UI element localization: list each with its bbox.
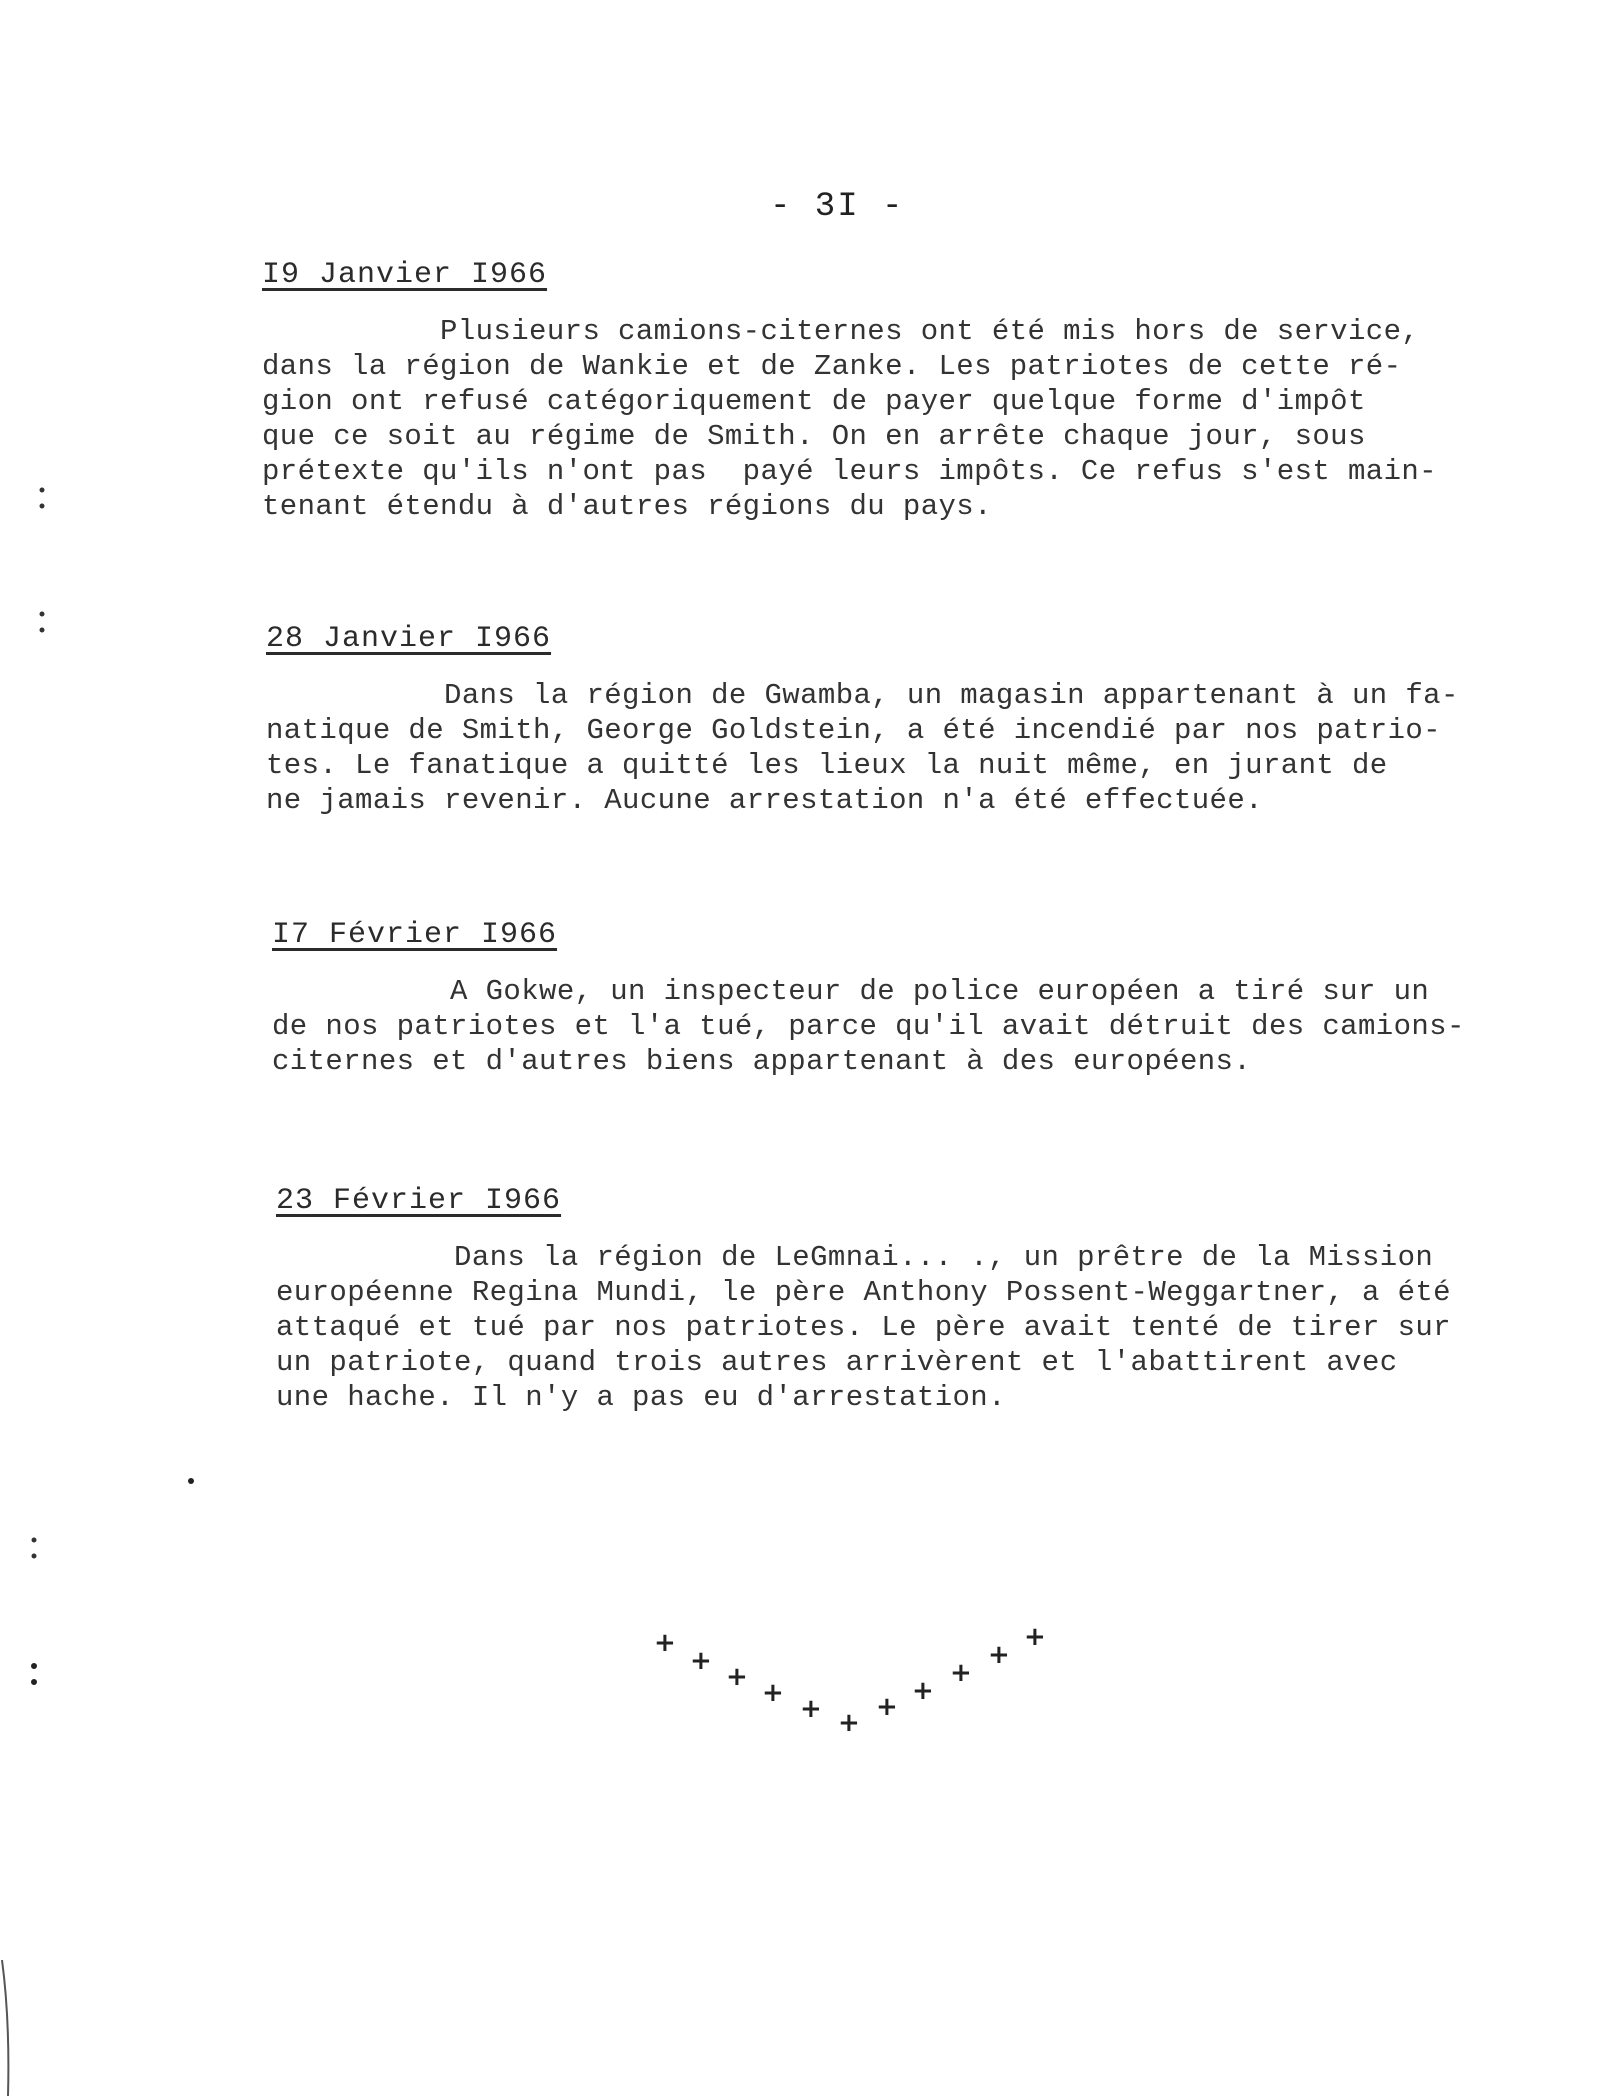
entry-19-janvier bbox=[262, 258, 1482, 524]
entry-body bbox=[262, 314, 1482, 524]
text-line: gion ont refusé catégoriquement de payer quelque forme d'impôt bbox=[262, 385, 1366, 418]
ornament-cross: + bbox=[950, 1658, 972, 1688]
text-line: prétexte qu'ils n'ont pas payé leurs impôts. Ce refus s'est main- bbox=[262, 455, 1437, 488]
scan-artifact-icon bbox=[28, 1660, 40, 1692]
text-line: Dans la région de Gwamba, un magasin appartenant à un fa- bbox=[266, 679, 1459, 712]
scan-artifact-icon bbox=[36, 608, 48, 640]
entry-28-janvier bbox=[266, 622, 1486, 818]
text-line: tenant étendu à d'autres régions du pays. bbox=[262, 490, 992, 523]
ornament-cross: + bbox=[654, 1628, 676, 1658]
scan-artifact-icon bbox=[36, 484, 48, 516]
text-line: de nos patriotes et l'a tué, parce qu'il avait détruit des camions- bbox=[272, 1010, 1465, 1043]
ornament-cross: + bbox=[988, 1640, 1010, 1670]
entry-body bbox=[276, 1240, 1496, 1415]
text-line: européenne Regina Mundi, le père Anthony Possent-Weggartner, a été bbox=[276, 1276, 1451, 1309]
entry-body bbox=[266, 678, 1486, 818]
entry-17-fevrier bbox=[272, 918, 1492, 1079]
scan-artifact-icon bbox=[28, 1534, 40, 1566]
ornament-cross: + bbox=[838, 1708, 860, 1738]
text-line: tes. Le fanatique a quitté les lieux la nuit même, en jurant de bbox=[266, 749, 1388, 782]
text-line: un patriote, quand trois autres arrivèrent et l'abattirent avec bbox=[276, 1346, 1398, 1379]
entry-23-fevrier bbox=[276, 1184, 1496, 1415]
ornament-cross: + bbox=[800, 1694, 822, 1724]
ornament-cross: + bbox=[912, 1676, 934, 1706]
entry-date: I7 Février I966 bbox=[272, 918, 558, 952]
entry-date: I9 Janvier I966 bbox=[262, 258, 548, 292]
scan-artifact-icon bbox=[186, 1476, 196, 1486]
scan-edge-icon bbox=[0, 1960, 14, 2096]
ornament-cross: + bbox=[876, 1692, 898, 1722]
text-line: natique de Smith, George Goldstein, a été incendié par nos patrio- bbox=[266, 714, 1441, 747]
text-line: Plusieurs camions-citernes ont été mis hors de service, bbox=[262, 315, 1420, 348]
ornament-cross: + bbox=[690, 1646, 712, 1676]
text-line: A Gokwe, un inspecteur de police européen a tiré sur un bbox=[272, 975, 1430, 1008]
ornament-cross: + bbox=[762, 1678, 784, 1708]
text-line: ne jamais revenir. Aucune arrestation n'a été effectuée. bbox=[266, 784, 1263, 817]
text-line: Dans la région de LeGmnai... ., un prêtre de la Mission bbox=[276, 1241, 1434, 1274]
entry-date: 28 Janvier I966 bbox=[266, 622, 552, 656]
text-line: une hache. Il n'y a pas eu d'arrestation. bbox=[276, 1381, 1006, 1414]
page-number: - 3I - bbox=[770, 188, 905, 226]
text-line: que ce soit au régime de Smith. On en arrête chaque jour, sous bbox=[262, 420, 1366, 453]
entry-date: 23 Février I966 bbox=[276, 1184, 562, 1218]
text-line: attaqué et tué par nos patriotes. Le père avait tenté de tirer sur bbox=[276, 1311, 1451, 1344]
entry-body bbox=[272, 974, 1492, 1079]
text-line: dans la région de Wankie et de Zanke. Les patriotes de cette ré- bbox=[262, 350, 1402, 383]
ornament-cross: + bbox=[1024, 1622, 1046, 1652]
ornament-cross: + bbox=[726, 1662, 748, 1692]
text-line: citernes et d'autres biens appartenant à des européens. bbox=[272, 1045, 1252, 1078]
